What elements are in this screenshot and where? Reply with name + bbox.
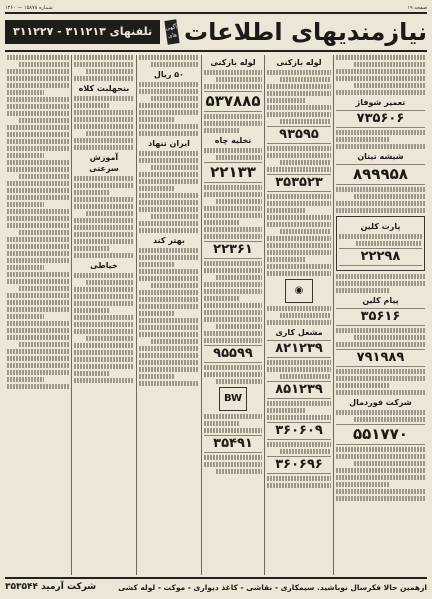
advertiser-logo: BW (219, 387, 247, 411)
ad-heading: بهتر کند (153, 236, 185, 245)
ad-phone-number: ۲۲۱۳۳ (204, 162, 262, 183)
masthead-badge: آگهی های (165, 19, 180, 44)
ad-heading: پیام کلین (362, 296, 399, 305)
column-5 (71, 55, 136, 575)
footer-company: شرکت آرمید ۳۵۳۵۴۴ (5, 582, 97, 592)
ad-heading: خیاطی (90, 261, 118, 270)
ad-heading: بنجهلبت کلاه (78, 84, 130, 93)
issue-line: شماره ۱۵۸۷۸ — ۱۳۶۰ (5, 5, 53, 11)
column-2 (264, 55, 333, 575)
advertiser-logo: ◉ (285, 279, 313, 303)
column-6 (5, 55, 71, 575)
ad-heading: لوله بازکنی (210, 58, 256, 67)
ad-phone-number: ۳۵۶۱۶ (336, 308, 425, 326)
classified-columns (5, 55, 427, 575)
ad-phone-number: ۸۲۱۲۳۹ (267, 340, 331, 358)
ad-phone-number: ۹۵۵۹۹ (204, 345, 262, 363)
ad-phone-number: ۹۳۵۹۵ (267, 126, 331, 144)
ad-phone-number: ۲۲۲۹۸ (339, 248, 422, 266)
ad-phone-number: ۳۶۰۶۹۶ (267, 456, 331, 474)
ad-phone-number: ۵۳۷۸۸۵ (205, 92, 261, 110)
column-4 (136, 55, 201, 575)
ad-phone-number: ۸۵۱۲۳۹ (267, 381, 331, 399)
footer-note: ازهمین حالا فکرسال نوباشید. سیمکاری - نقاشی - کاغذ دیواری - موکت - لوله کشی (118, 582, 427, 592)
ad-phone-number: ۸۹۹۹۵۸ (336, 164, 425, 185)
ad-phone-number: ۳۶۰۶۰۹ (267, 422, 331, 440)
ad-heading: تعمیر شوفاژ (355, 98, 406, 107)
ad-heading: شیشه تیتان (357, 152, 404, 161)
ad-phone-number: ۳۵۳۵۲۳ (267, 174, 331, 192)
phone-numbers-banner: تلفنهای ۳۱۱۲۱۳ - ۳۱۱۲۲۷ (5, 20, 160, 44)
top-strip (5, 4, 427, 12)
footer-banner (5, 577, 427, 595)
column-1 (333, 55, 427, 575)
ad-heading: تخلیه چاه (214, 136, 252, 145)
ad-phone-number: ۳۵۴۹۱ (204, 435, 262, 453)
ad-heading: مشعل کاری (275, 328, 323, 337)
ad-heading: ۵۰ ریال (153, 70, 185, 79)
ad-heading: آموزش سرعتی (89, 153, 119, 173)
column-3 (201, 55, 264, 575)
page-label: صفحه ۱۹ (407, 5, 427, 11)
ad-heading: پارت کلین (360, 222, 401, 231)
masthead (5, 12, 427, 52)
ad-phone-number: ۵۵۱۷۷۰ (336, 424, 425, 445)
ad-heading: ایران تنهاد (148, 139, 190, 148)
ad-phone-number: ۷۳۵۶۰۶ (336, 110, 425, 128)
ad-heading: لوله بازکنی (276, 58, 322, 67)
ad-heading: شرکت فوردمال (349, 398, 412, 407)
ad-phone-number: ۲۲۳۶۱ (204, 241, 262, 259)
page-title: نیازمندیهای اطلاعات (184, 18, 427, 46)
ad-phone-number: ۷۹۱۹۸۹ (336, 349, 425, 367)
boxed-ad (336, 216, 425, 271)
